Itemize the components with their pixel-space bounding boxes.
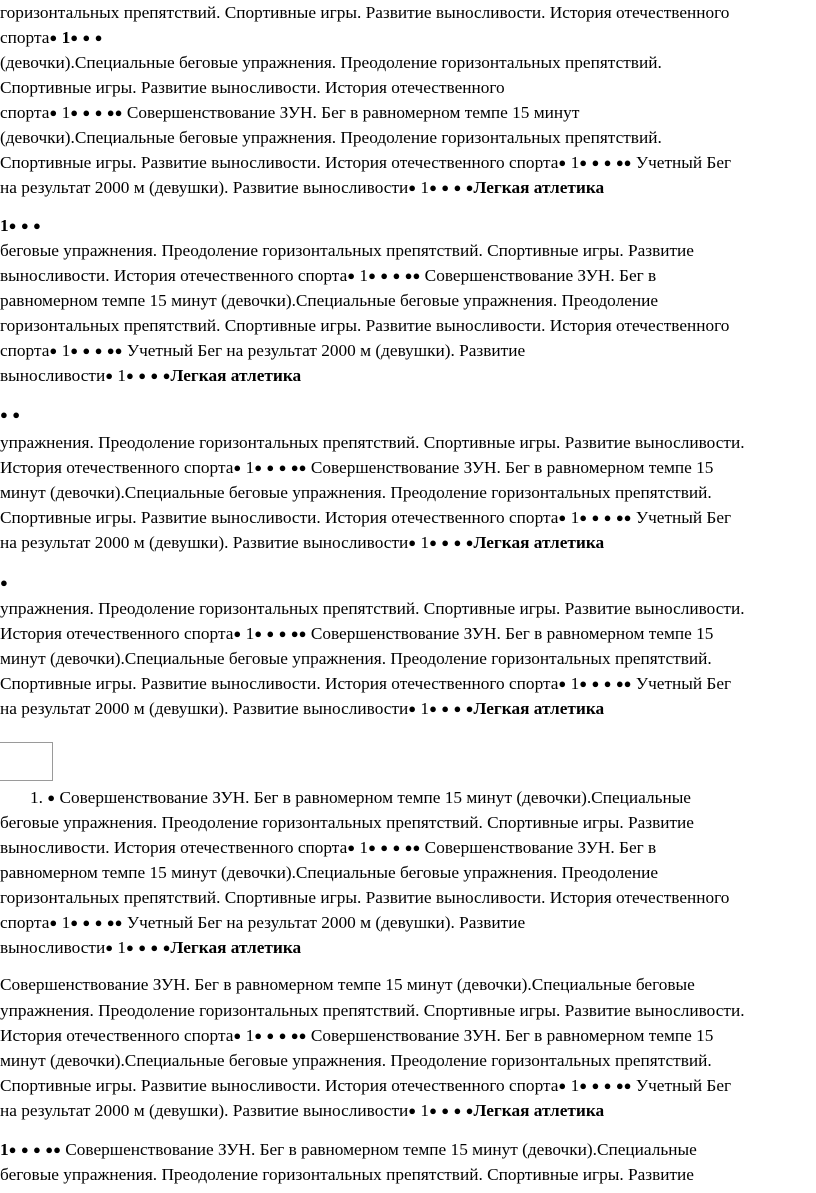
bullet-icon: ● — [53, 1142, 61, 1157]
bold-text: Легкая атлетика — [473, 1101, 605, 1120]
bullet-icon: ● — [465, 1103, 474, 1118]
bullet-icon: ● — [49, 105, 58, 120]
bullet-icon: ● — [162, 940, 171, 955]
text-line — [0, 696, 604, 723]
text-run: выносливости● 1● ● ● ● — [0, 938, 171, 957]
bullet-icon: ● — [579, 1078, 588, 1093]
bullet-icon: ● — [558, 1078, 567, 1093]
text-run: (девочки).Специальные беговые упражнения. Преодоление горизонтальных препятствий. — [0, 53, 662, 72]
bullet-icon: ● — [579, 510, 588, 525]
bullet-icon: ● — [408, 180, 417, 195]
bullet-icon: ● — [404, 840, 413, 855]
bullet-icon: ● — [623, 510, 632, 525]
text-run: Спортивные игры. Развитие выносливости. История отечественного спорта● 1● ● ● ●● Учетный Бег — [0, 508, 732, 527]
bullet-icon: ● — [254, 626, 263, 641]
bullet-icon: ● — [278, 460, 287, 475]
bold-text — [0, 573, 8, 592]
bullet-icon: ● — [615, 676, 624, 691]
bullet-icon: ● — [0, 575, 8, 590]
text-line — [0, 885, 729, 911]
bullet-icon: ● — [591, 155, 600, 170]
bullet-icon: ● — [162, 368, 171, 383]
bold-text: Легкая атлетика — [473, 699, 605, 718]
bullet-icon: ● — [298, 460, 307, 475]
bullet-icon: ● — [47, 790, 56, 805]
bullet-icon: ● — [70, 915, 79, 930]
bullet-icon: ● — [233, 460, 242, 475]
text-line — [0, 671, 731, 698]
text-line — [30, 785, 691, 812]
bullet-icon: ● — [441, 1103, 450, 1118]
bullet-icon: ● — [429, 180, 437, 195]
bullet-icon: ● — [138, 368, 147, 383]
text-line — [0, 175, 604, 202]
bullet-icon: ● — [408, 701, 417, 716]
text-line — [0, 972, 695, 998]
bullet-icon: ● — [558, 510, 567, 525]
bullet-icon: ● — [254, 1028, 263, 1043]
bullet-icon: ● — [290, 1028, 299, 1043]
bold-text: 1● ● ● — [0, 216, 41, 235]
bullet-icon: ● — [347, 268, 356, 283]
bold-text: Легкая атлетика — [170, 366, 302, 385]
text-line — [0, 25, 102, 52]
bullet-icon: ● — [412, 840, 421, 855]
bullet-icon: ● — [404, 268, 413, 283]
bullet-icon: ● — [558, 155, 567, 170]
bullet-icon: ● — [33, 218, 41, 233]
text-run: История отечественного спорта● 1● ● ● ●● Совершенствование ЗУН. Бег в равномерном темпе 15 — [0, 1026, 714, 1045]
bullet-icon: ● — [126, 940, 134, 955]
bullet-icon: ● — [20, 218, 29, 233]
bullet-icon: ● — [114, 105, 123, 120]
bullet-icon: ● — [45, 1142, 54, 1157]
empty-table-cell — [0, 742, 53, 781]
bold-text: Легкая атлетика — [473, 533, 605, 552]
bullet-icon: ● — [150, 368, 159, 383]
bullet-icon: ● — [465, 535, 474, 550]
text-run: упражнения. Преодоление горизонтальных препятствий. Спортивные игры. Развитие выносливости. — [0, 433, 745, 452]
text-line — [0, 402, 20, 429]
bullet-icon: ● — [266, 460, 275, 475]
text-run: беговые упражнения. Преодоление горизонтальных препятствий. Спортивные игры. Развитие — [0, 241, 694, 260]
bold-text: Легкая атлетика — [473, 178, 605, 197]
bullet-icon: ● — [408, 535, 417, 550]
text-run: История отечественного спорта● 1● ● ● ●● Совершенствование ЗУН. Бег в равномерном темпе 15 — [0, 458, 714, 477]
bullet-icon: ● — [615, 1078, 624, 1093]
text-run: 1. ● Совершенствование ЗУН. Бег в равномерном темпе 15 минут (девочки).Специальные — [30, 788, 691, 807]
bullet-icon: ● — [105, 368, 114, 383]
bullet-icon: ● — [278, 626, 287, 641]
text-run: на результат 2000 м (девушки). Развитие выносливости● 1● ● ● ● — [0, 178, 474, 197]
text-run: выносливости. История отечественного спорта● 1● ● ● ●● Совершенствование ЗУН. Бег в — [0, 838, 657, 857]
bullet-icon: ● — [94, 30, 103, 45]
bullet-icon: ● — [347, 840, 356, 855]
bullet-icon: ● — [106, 915, 115, 930]
text-run: минут (девочки).Специальные беговые упражнения. Преодоление горизонтальных препятствий. — [0, 483, 712, 502]
text-line — [0, 935, 301, 962]
text-line — [0, 1023, 713, 1050]
bullet-icon: ● — [429, 701, 437, 716]
bullet-icon: ● — [368, 268, 376, 283]
text-run: упражнения. Преодоление горизонтальных препятствий. Спортивные игры. Развитие выносливости. — [0, 1001, 745, 1020]
bullet-icon: ● — [623, 155, 632, 170]
bullet-icon: ● — [623, 676, 632, 691]
bullet-icon: ● — [278, 1028, 287, 1043]
text-run: спорта● 1● ● ● ●● Учетный Бег на результат 2000 м (девушки). Развитие — [0, 913, 526, 932]
bullet-icon: ● — [94, 343, 103, 358]
bullet-icon: ● — [623, 1078, 632, 1093]
bullet-icon: ● — [0, 407, 8, 422]
bullet-icon: ● — [591, 1078, 600, 1093]
bullet-icon: ● — [603, 155, 612, 170]
bullet-icon: ● — [82, 30, 91, 45]
bullet-icon: ● — [8, 1142, 17, 1157]
bullet-icon: ● — [368, 840, 376, 855]
text-line — [0, 860, 658, 886]
text-line — [0, 1162, 694, 1188]
bullet-icon: ● — [290, 460, 299, 475]
text-run: Совершенствование ЗУН. Бег в равномерном темпе 15 минут (девочки).Специальные беговые — [0, 975, 695, 994]
bullet-icon: ● — [465, 180, 474, 195]
text-line — [0, 810, 694, 836]
bullet-icon: ● — [82, 343, 91, 358]
bullet-icon: ● — [94, 915, 103, 930]
bullet-icon: ● — [254, 460, 263, 475]
bullet-icon: ● — [70, 105, 79, 120]
text-line — [0, 621, 713, 648]
text-line — [0, 238, 694, 264]
bullet-icon: ● — [70, 30, 79, 45]
bullet-icon: ● — [453, 1103, 462, 1118]
bullet-icon: ● — [70, 343, 79, 358]
bullet-icon: ● — [441, 701, 450, 716]
text-line — [0, 288, 658, 314]
bullet-icon: ● — [106, 105, 115, 120]
bullet-icon: ● — [429, 1103, 437, 1118]
bullet-icon: ● — [82, 915, 91, 930]
bullet-icon: ● — [453, 535, 462, 550]
bullet-icon: ● — [33, 1142, 41, 1157]
bold-text: ● 1● ● ● — [49, 28, 103, 47]
text-line — [0, 0, 729, 26]
text-run: Спортивные игры. Развитие выносливости. История отечественного — [0, 78, 505, 97]
bullet-icon: ● — [266, 1028, 275, 1043]
bullet-icon: ● — [579, 676, 588, 691]
text-run: спорта● 1● ● ● ●● Учетный Бег на результат 2000 м (девушки). Развитие — [0, 341, 526, 360]
text-line — [0, 263, 656, 290]
text-run: История отечественного спорта● 1● ● ● ●● Совершенствование ЗУН. Бег в равномерном темпе 15 — [0, 624, 714, 643]
text-run: спорта● 1● ● ● ●● Совершенствование ЗУН. Бег в равномерном темпе 15 минут — [0, 103, 580, 122]
bullet-icon: ● — [49, 30, 58, 45]
text-line — [0, 835, 656, 862]
text-line — [0, 100, 579, 127]
bullet-icon: ● — [603, 510, 612, 525]
bullet-icon: ● — [441, 535, 450, 550]
bullet-icon: ● — [49, 915, 58, 930]
text-line — [0, 125, 662, 151]
text-run: Спортивные игры. Развитие выносливости. История отечественного спорта● 1● ● ● ●● Учетный Бег — [0, 674, 732, 693]
bullet-icon: ● — [138, 940, 147, 955]
bullet-icon: ● — [233, 1028, 242, 1043]
text-run: минут (девочки).Специальные беговые упражнения. Преодоление горизонтальных препятствий. — [0, 1051, 712, 1070]
bullet-icon: ● — [114, 343, 123, 358]
bullet-icon: ● — [82, 105, 91, 120]
text-run: Спортивные игры. Развитие выносливости. История отечественного спорта● 1● ● ● ●● Учетный Бег — [0, 1076, 732, 1095]
bullet-icon: ● — [615, 155, 624, 170]
bullet-icon: ● — [412, 268, 421, 283]
text-run: равномерном темпе 15 минут (девочки).Специальные беговые упражнения. Преодоление — [0, 291, 659, 310]
text-line — [0, 1048, 712, 1074]
bullet-icon: ● — [392, 268, 401, 283]
text-run: беговые упражнения. Преодоление горизонтальных препятствий. Спортивные игры. Развитие — [0, 1165, 694, 1184]
bullet-icon: ● — [441, 180, 450, 195]
bullet-icon: ● — [380, 268, 389, 283]
bullet-icon: ● — [465, 701, 474, 716]
text-line — [0, 430, 745, 456]
bullet-icon: ● — [105, 940, 114, 955]
text-run: выносливости. История отечественного спорта● 1● ● ● ●● Совершенствование ЗУН. Бег в — [0, 266, 657, 285]
bullet-icon: ● — [20, 1142, 29, 1157]
bullet-icon: ● — [233, 626, 242, 641]
text-line — [0, 1098, 604, 1125]
text-run: упражнения. Преодоление горизонтальных препятствий. Спортивные игры. Развитие выносливости. — [0, 599, 745, 618]
text-line — [0, 505, 731, 532]
text-run: Спортивные игры. Развитие выносливости. История отечественного спорта● 1● ● ● ●● Учетный Бег — [0, 153, 732, 172]
bullet-icon: ● — [298, 626, 307, 641]
text-line — [0, 910, 525, 937]
bullet-icon: ● — [615, 510, 624, 525]
bullet-icon: ● — [591, 676, 600, 691]
text-line — [0, 530, 604, 557]
text-run: Совершенствование ЗУН. Бег в равномерном темпе 15 минут (девочки).Специальные — [60, 1140, 697, 1159]
bullet-icon: ● — [49, 343, 58, 358]
text-line — [0, 646, 712, 672]
bullet-icon: ● — [453, 701, 462, 716]
text-run: горизонтальных препятствий. Спортивные игры. Развитие выносливости. История отечественного — [0, 316, 730, 335]
bullet-icon: ● — [558, 676, 567, 691]
text-run: минут (девочки).Специальные беговые упражнения. Преодоление горизонтальных препятствий. — [0, 649, 712, 668]
text-line — [0, 150, 731, 177]
text-run: на результат 2000 м (девушки). Развитие выносливости● 1● ● ● ● — [0, 533, 474, 552]
text-run: спорта — [0, 28, 50, 47]
text-run: выносливости● 1● ● ● ● — [0, 366, 171, 385]
bullet-icon: ● — [392, 840, 401, 855]
text-line — [0, 338, 525, 365]
text-line — [0, 75, 505, 101]
text-run: беговые упражнения. Преодоление горизонтальных препятствий. Спортивные игры. Развитие — [0, 813, 694, 832]
bullet-icon: ● — [453, 180, 462, 195]
bullet-icon: ● — [579, 155, 588, 170]
text-line — [0, 480, 712, 506]
text-run: на результат 2000 м (девушки). Развитие выносливости● 1● ● ● ● — [0, 699, 474, 718]
bullet-icon: ● — [603, 676, 612, 691]
bullet-icon: ● — [380, 840, 389, 855]
bullet-icon: ● — [94, 105, 103, 120]
text-line — [0, 313, 729, 339]
bullet-icon: ● — [298, 1028, 307, 1043]
bullet-icon: ● — [591, 510, 600, 525]
text-line — [0, 998, 745, 1024]
bullet-icon: ● — [8, 218, 17, 233]
text-run: на результат 2000 м (девушки). Развитие выносливости● 1● ● ● ● — [0, 1101, 474, 1120]
text-line — [0, 596, 745, 622]
bold-text — [0, 405, 20, 424]
text-run: горизонтальных препятствий. Спортивные игры. Развитие выносливости. История отечественного — [0, 3, 730, 22]
text-run: (девочки).Специальные беговые упражнения. Преодоление горизонтальных препятствий. — [0, 128, 662, 147]
text-run: равномерном темпе 15 минут (девочки).Специальные беговые упражнения. Преодоление — [0, 863, 659, 882]
bold-text: Легкая атлетика — [170, 938, 302, 957]
text-run: горизонтальных препятствий. Спортивные игры. Развитие выносливости. История отечественного — [0, 888, 730, 907]
text-line — [0, 1137, 697, 1164]
text-line — [0, 363, 301, 390]
bullet-icon: ● — [429, 535, 437, 550]
bullet-icon: ● — [266, 626, 275, 641]
bullet-icon: ● — [408, 1103, 417, 1118]
bullet-icon: ● — [150, 940, 159, 955]
text-line — [0, 50, 662, 76]
bullet-icon: ● — [106, 343, 115, 358]
bold-text: 1● ● ● ●● — [0, 1140, 61, 1159]
bullet-icon: ● — [290, 626, 299, 641]
text-line — [0, 1073, 731, 1100]
text-line — [0, 455, 713, 482]
bullet-icon: ● — [12, 407, 21, 422]
text-line — [0, 213, 41, 240]
text-line — [0, 570, 8, 597]
bullet-icon: ● — [126, 368, 134, 383]
bullet-icon: ● — [603, 1078, 612, 1093]
bullet-icon: ● — [114, 915, 123, 930]
